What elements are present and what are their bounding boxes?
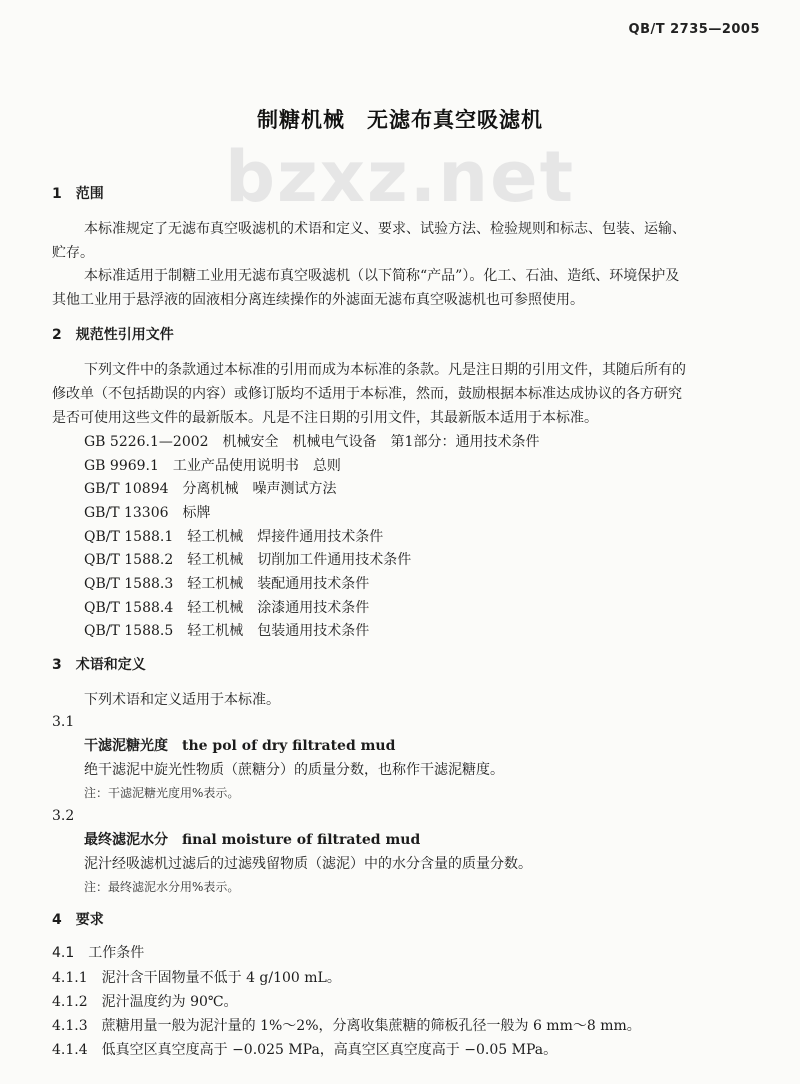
item-text: 蔗糖用量一般为泥汁量的 1%～2%，分离收集蔗糖的筛板孔径一般为 6 mm～8 mm。 (101, 1018, 641, 1034)
section-title: 规范性引用文件 (75, 327, 174, 343)
list-item (52, 970, 341, 986)
item-number: 4.1.4 (52, 1042, 88, 1058)
reference-item: QB/T 1588.4 轻工机械 涂漆通用技术条件 (84, 600, 370, 616)
item-text: 泥汁温度约为 90℃。 (101, 994, 238, 1010)
term-number: 3.2 (52, 808, 75, 824)
paragraph-line: 贮存。 (52, 245, 94, 261)
section-number: 1 (52, 186, 62, 202)
paragraph-line: 本标准适用于制糖工业用无滤布真空吸滤机（以下简称“产品”）。化工、石油、造纸、环境保护及 (84, 268, 680, 284)
item-number: 4.1.2 (52, 994, 88, 1010)
reference-item: QB/T 1588.5 轻工机械 包装通用技术条件 (84, 623, 370, 639)
section-1-heading (52, 186, 104, 202)
item-text: 泥汁含干固物量不低于 4 g/100 mL。 (101, 970, 341, 986)
term-number: 3.1 (52, 714, 75, 730)
item-number: 4.1.3 (52, 1018, 88, 1034)
reference-item: QB/T 1588.1 轻工机械 焊接件通用技术条件 (84, 529, 384, 545)
section-number: 2 (52, 327, 62, 343)
section-title: 要求 (75, 912, 104, 928)
term-note: 注：最终滤泥水分用%表示。 (84, 880, 240, 894)
paragraph-line: 本标准规定了无滤布真空吸滤机的术语和定义、要求、试验方法、检验规则和标志、包装、运输、 (84, 221, 686, 237)
paragraph-line: 其他工业用于悬浮液的固液相分离连续操作的外滤面无滤布真空吸滤机也可参照使用。 (52, 292, 584, 308)
term-title: 干滤泥糖光度 the pol of dry filtrated mud (84, 738, 396, 754)
paragraph-line: 是否可使用这些文件的最新版本。凡是不注日期的引用文件，其最新版本适用于本标准。 (52, 410, 598, 426)
paragraph-line: 下列文件中的条款通过本标准的引用而成为本标准的条款。凡是注日期的引用文件，其随后所有的 (84, 362, 686, 378)
term-title: 最终滤泥水分 final moisture of filtrated mud (84, 832, 421, 848)
section-title: 范围 (75, 186, 104, 202)
section-2-heading (52, 327, 174, 343)
section-title: 工作条件 (88, 945, 145, 961)
list-item (52, 994, 238, 1010)
standard-code: QB/T 2735—2005 (628, 22, 760, 37)
term-definition: 绝干滤泥中旋光性物质（蔗糖分）的质量分数，也称作干滤泥糖度。 (84, 762, 504, 778)
list-item (52, 1042, 557, 1058)
reference-item: GB 9969.1 工业产品使用说明书 总则 (84, 458, 341, 474)
item-number: 4.1.1 (52, 970, 88, 986)
paragraph-line: 修改单（不包括勘误的内容）或修订版均不适用于本标准，然而，鼓励根据本标准达成协议的各方研究 (52, 386, 682, 402)
section-3-heading (52, 657, 146, 673)
reference-item: GB/T 10894 分离机械 噪声测试方法 (84, 481, 337, 497)
reference-item: QB/T 1588.3 轻工机械 装配通用技术条件 (84, 576, 370, 592)
section-title: 术语和定义 (75, 657, 146, 673)
reference-item: GB/T 13306 标牌 (84, 505, 211, 521)
section-number: 4.1 (52, 945, 75, 961)
watermark: bzxz.net (224, 136, 576, 218)
list-item (52, 1018, 641, 1034)
section-number: 3 (52, 657, 62, 673)
paragraph-line: 下列术语和定义适用于本标准。 (84, 692, 280, 708)
reference-item: QB/T 1588.2 轻工机械 切削加工件通用技术条件 (84, 552, 412, 568)
term-definition: 泥汁经吸滤机过滤后的过滤残留物质（滤泥）中的水分含量的质量分数。 (84, 856, 532, 872)
subsection-4-1-heading (52, 945, 144, 961)
section-number: 4 (52, 912, 62, 928)
term-note: 注：干滤泥糖光度用%表示。 (84, 786, 240, 800)
page-title: 制糖机械 无滤布真空吸滤机 (257, 108, 543, 132)
section-4-heading (52, 912, 104, 928)
reference-item: GB 5226.1—2002 机械安全 机械电气设备 第1部分：通用技术条件 (84, 434, 540, 450)
item-text: 低真空区真空度高于 −0.025 MPa，高真空区真空度高于 −0.05 MPa。 (101, 1042, 558, 1058)
